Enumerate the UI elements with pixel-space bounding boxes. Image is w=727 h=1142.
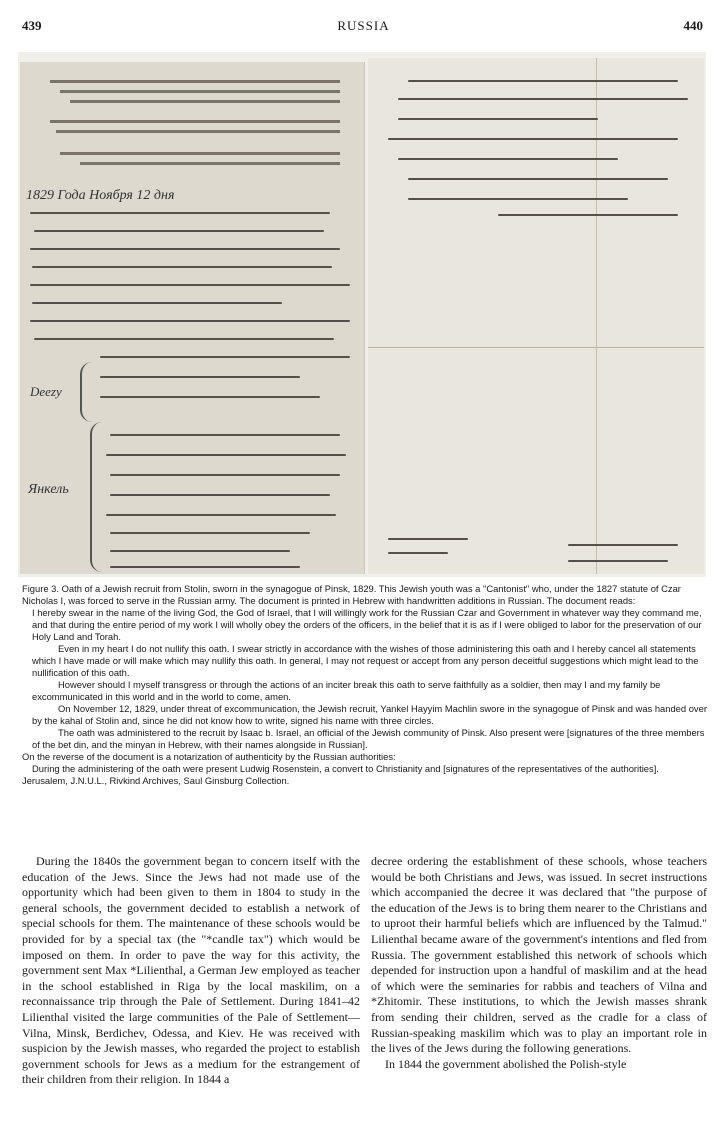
- running-title: RUSSIA: [337, 18, 390, 33]
- document-front-page: 1829 Года Ноября 12 дня Deezy Янкель: [20, 62, 365, 574]
- handwritten-date: 1829 Года Ноября 12 дня: [26, 188, 175, 203]
- caption-quote-4: On November 12, 1829, under threat of excommunication, the Jewish recruit, Yankel Hayyim Machlin swore in the synagogue of Pinsk and was handed over by the kahal of Stolin and, since he did not know how to write, signed his name with three circles.: [32, 703, 707, 726]
- document-photograph: [18, 52, 706, 577]
- caption-reverse-intro: On the reverse of the document is a notarization of authenticity by the Russian authorities:: [22, 751, 396, 762]
- caption-reverse-quote: During the administering of the oath were present Ludwig Rosenstein, a convert to Christianity and [signatures of the representatives of the authorities].: [32, 763, 659, 774]
- document-reverse-page: [368, 58, 704, 574]
- page-header: [20, 14, 707, 38]
- body-paragraph: In 1844 the government abolished the Polish-style: [385, 1056, 627, 1071]
- body-column-right: [371, 854, 707, 1072]
- body-paragraph: decree ordering the establishment of these schools, whose teachers would be both Christians and Jews, was issued. In secret instructions which accompanied the decree it was declared that "the purpose of the education of the Jews is to bring them nearer to the Christians and to uproot their harmful beliefs which are influenced by the Talmud." Lilienthal became aware of the government's intentions and fled from Russia. The government established this network of schools which depended for instruction upon a handful of maskilim and at the head of which were the seminaries for rabbis and teachers of Vilna and *Zhitomir. These institutions, to which the Jewish masses shrank from sending their children, served as the cradle for a class of Russian-speaking maskilim which was to play an important role in the lives of the Jews during the following generations.: [371, 854, 707, 1056]
- page-number-left: 439: [22, 18, 42, 33]
- caption-quote-2: Even in my heart I do not nullify this oath. I swear strictly in accordance with the wishes of those administering this oath and I hereby cancel all statements which I have made or will make which may nullify this oath. In general, I may not request or accept from any person deceitful suggestions which might lead to the nullification of this oath.: [32, 643, 699, 678]
- page-number-right: 440: [683, 18, 703, 33]
- body-column-left: [22, 854, 360, 1088]
- caption-intro: Figure 3. Oath of a Jewish recruit from Stolin, sworn in the synagogue of Pinsk, 1829. This Jewish youth was a "Cantonist" who, under the 1827 statute of Czar Nicholas I, was forced to serve in the Russian army. The document is printed in Hebrew with handwritten additions in Russian. The document reads:: [22, 583, 681, 606]
- caption-quote-5: The oath was administered to the recruit by Isaac b. Israel, an official of the Jewish community of Pinsk. Also present were [signatures of the three members of the bet din, and the minyan in Hebrew, with their names alongside in Russian].: [32, 727, 705, 750]
- figure-caption: [22, 583, 708, 787]
- body-paragraph: During the 1840s the government began to concern itself with the education of the Jews. Since the Jews had not made use of the opportunity which had been given to them in 1804 to study in the general schools, the government decided to establish a network of special schools for them. The maintenance of these schools would be provided for by a special tax (the "*candle tax") which would be imposed on them. In order to pave the way for this activity, the government sent Max *Lilienthal, a German Jew employed as teacher in the school established in Riga by the local maskilim, on a reconnaissance trip through the Pale of Settlement. During 1841–42 Lilienthal visited the large communities of the Pale of Settlement—Vilna, Minsk, Berdichev, Odessa, and Kiev. He was received with suspicion by the Jewish masses, who regarded the project to establish government schools for Jews as a medium for the estrangement of their children from their religion. In 1844 a: [22, 854, 360, 1087]
- caption-source: Jerusalem, J.N.U.L., Rivkind Archives, Saul Ginsburg Collection.: [22, 775, 290, 786]
- caption-quote-3: However should I myself transgress or through the actions of an inciter break this oath to serve faithfully as a soldier, then may I and my family be excommunicated in this world and in the world to come, amen.: [32, 679, 661, 702]
- caption-quote-1: I hereby swear in the name of the living God, the God of Israel, that I will willingly work for the Russian Czar and Government in whatever way they command me, and that during the entire period of my work I will wholly obey the orders of the officers, in the belief that it is as if I were obliged to labor for the preservation of our Holy Land and Torah.: [32, 607, 702, 642]
- handwritten-name: Янкель: [28, 482, 69, 497]
